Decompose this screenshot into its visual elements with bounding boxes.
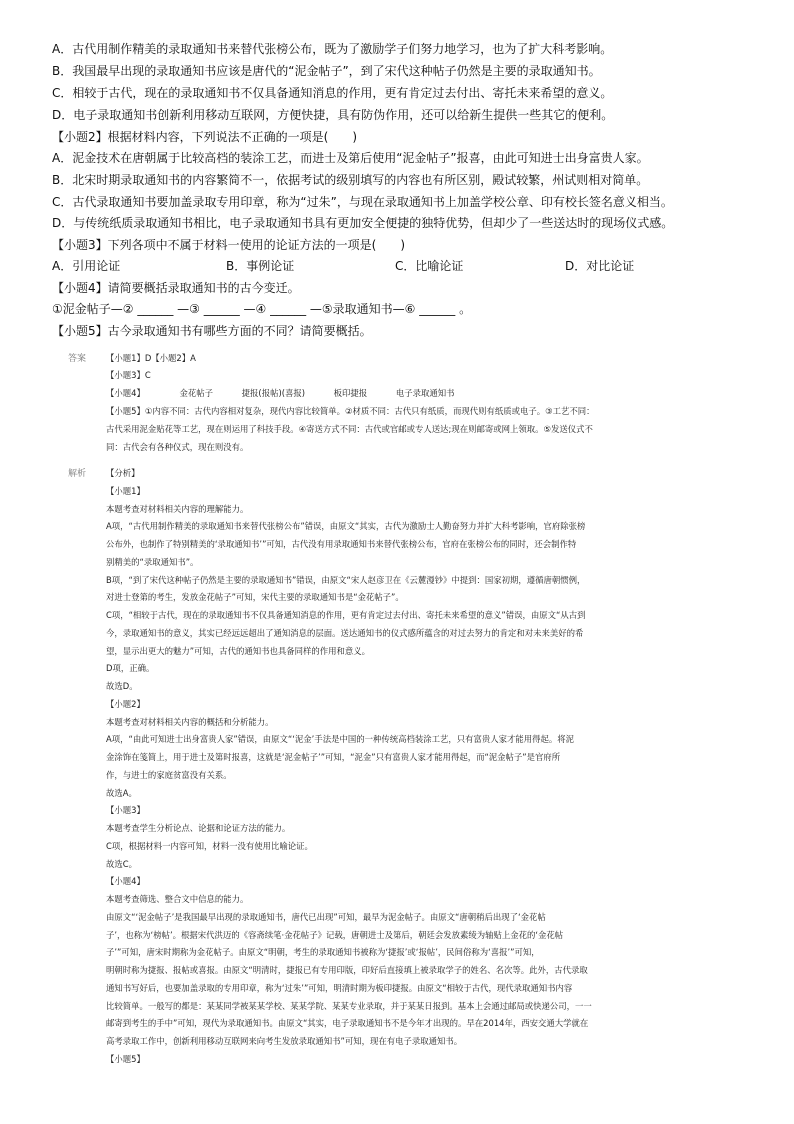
analysis-line: C项，根据材料一内容可知，材料一没有使用比喻论证。	[106, 840, 313, 851]
analysis-line: 故选A。	[106, 787, 137, 798]
q3-option-b: B．事例论证	[226, 259, 295, 273]
analysis-line: C项，“相较于古代，现在的录取通知书不仅具备通知消息的作用，更有肯定过去付出、寄托未来希望的意义”错误，由原文“从古到	[106, 610, 586, 620]
q3-option-c: C．比喻论证	[395, 259, 464, 273]
q4-stem: 【小题4】请简要概括录取通知书的古今变迁。	[52, 281, 300, 295]
analysis-line: 高考录取工作中，创新利用移动互联网来向考生发放录取通知书”可知，现在有电子录取通知书。	[106, 1036, 463, 1046]
analysis-line: 【小题4】	[106, 876, 145, 887]
analysis-line: 【小题2】	[106, 698, 145, 709]
analysis-line: 由原文“‘泥金帖子’是我国最早出现的录取通知书，唐代已出现”可知，最早为泥金帖子。由原文“唐朝稍后出现了‘金花帖	[106, 911, 546, 922]
q4-chain: ①泥金帖子—② ______ —③ ______ —④ ______ —⑤录取通知书—⑥ ______ 。	[52, 302, 472, 316]
analysis-line: 本题考查对材料相关内容的概括和分析能力。	[106, 716, 274, 727]
q3-stem: 【小题3】下列各项中不属于材料一使用的论证方法的一项是( )	[52, 238, 406, 252]
analysis-line: 望，显示出更大的魅力”可知，古代的通知书也具备同样的作用和意义。	[106, 645, 370, 656]
analysis-line: 金涂饰在笺简上，用于进士及第时报喜，这就是‘泥金帖子’”可知，“泥金”只有富贵人家才能用得起，而“泥金帖子”是官府所	[106, 752, 561, 762]
q1-option-b: B．我国最早出现的录取通知书应该是唐代的“泥金帖子”，到了宋代这种帖子仍然是主要的录取通知书。	[52, 64, 601, 78]
analysis-line: 本题考查学生分析论点、论据和论证方法的能力。	[106, 823, 291, 833]
q1-option-c: C．相较于古代，现在的录取通知书不仅具备通知消息的作用，更有肯定过去付出、寄托未来希望的意义。	[52, 86, 613, 100]
analysis-line: 比较简单。一般写的都是：某某同学被某某学校、某某学院、某某专业录取，并于某某日报到。基本上会通过邮局或快递公司，一一	[106, 1000, 592, 1011]
analysis-line: 【分析】	[106, 468, 140, 478]
analysis-line: 子’”可知，唐宋时期称为金花帖子。由原文“明朝，考生的录取通知书被称为‘捷报’或‘报帖’，民间俗称为‘喜报’”可知，	[106, 947, 540, 958]
q1-option-d: D．电子录取通知书创新利用移动互联网，方便快捷，具有防伪作用，还可以给新生提供一些其它的便利。	[52, 108, 614, 122]
analysis-line: 通知书写好后，也要加盖录取的专用印章，称为‘过朱’”可知，明清时期为板印捷报。由原文“相较于古代，现代录取通知书内容	[106, 982, 573, 993]
analysis-line: 对进士登第的考生，发放金花帖子”可知，宋代主要的录取通知书是“金花帖子”。	[106, 592, 404, 603]
q2-stem: 【小题2】根据材料内容，下列说法不正确的一项是( )	[52, 130, 358, 144]
q3-option-d: D．对比论证	[565, 259, 635, 273]
analysis-line: 今，录取通知书的意义，其实已经远远超出了通知消息的层面。送达通知书的仪式感所蕴含的对过去努力的肯定和对未来美好的希	[106, 627, 584, 638]
answer-line-2: 【小题3】C	[106, 370, 151, 380]
analysis-line: 邮寄到考生的手中”可知，现代为录取通知书。由原文“其实，电子录取通知书不是今年才出现的。早在2014年，西安交通大学就在	[106, 1018, 589, 1029]
q5-stem: 【小题5】古今录取通知书有哪些方面的不同？请简要概括。	[52, 324, 372, 338]
answer-label: 答案	[68, 354, 87, 364]
analysis-line: 作，与进士的家庭贫富没有关系。	[106, 769, 232, 780]
answer-q5-line-2: 古代采用泥金贴花等工艺，现在则运用了科技手段。④寄送方式不同：古代或官邮或专人送达;现在则邮寄或网上领取。⑤发送仪式不	[106, 424, 593, 434]
q3-option-a: A．引用论证	[52, 259, 121, 273]
analysis-line: 故选C。	[106, 858, 137, 869]
answer-line-1: 【小题1】D【小题2】A	[106, 353, 196, 363]
answer-q4-item-2: 捷报(报帖)(喜报)	[241, 388, 305, 398]
analysis-line: 本题考查筛选、整合文中信息的能力。	[106, 894, 249, 904]
answer-q4-item-3: 板印捷报	[333, 388, 368, 398]
analysis-line: 【小题5】	[106, 1053, 145, 1064]
analysis-label: 解析	[68, 469, 87, 479]
analysis-line: 明朝时称为捷报、报帖或喜报。由原文“明清时，捷报已有专用印版，印好后直接填上被录取学子的姓名、名次等。此外，古代录取	[106, 965, 588, 975]
answer-q5-line-1: 【小题5】①内容不同：古代内容相对复杂，现代内容比较简单。②材质不同：古代只有纸质，而现代则有纸质或电子。③工艺不同：	[106, 406, 595, 416]
q2-option-d: D．与传统纸质录取通知书相比，电子录取通知书具有更加安全便捷的独特优势，但却少了一些送达时的现场仪式感。	[52, 216, 674, 230]
q1-option-a: A．古代用制作精美的录取通知书来替代张榜公布，既为了激励学子们努力地学习，也为了扩大科考影响。	[52, 42, 613, 56]
analysis-line: 【小题1】	[106, 485, 145, 496]
analysis-line: D项，正确。	[106, 663, 155, 674]
answer-q4-row	[106, 385, 756, 401]
analysis-line: 别精美的“录取通知书”。	[106, 556, 199, 567]
analysis-line: B项，“到了宋代这种帖子仍然是主要的录取通知书”错误，由原文“宋人赵彦卫在《云麓漫钞》中提到：国家初期，遵循唐朝惯例，	[106, 574, 586, 585]
analysis-line: A项，“由此可知进士出身富贵人家”错误，由原文“‘泥金’手法是中国的一种传统高档装涂工艺，只有富贵人家才能用得起。将泥	[106, 734, 574, 745]
analysis-line: 公布外，也制作了特别精美的‘录取通知书’”可知，古代没有用录取通知书来替代张榜公布，官府在张榜公布的同时，还会制作特	[106, 539, 577, 549]
analysis-line: A项，“古代用制作精美的录取通知书来替代张榜公布”错误，由原文“其实，古代为激励士人勤奋努力并扩大科考影响，官府除张榜	[106, 521, 586, 532]
q2-option-c: C．古代录取通知书要加盖录取专用印章，称为“过朱”，与现在录取通知书上加盖学校公章、印有校长签名意义相当。	[52, 195, 673, 209]
answer-q4-item-4: 电子录取通知书	[395, 388, 455, 398]
analysis-line: 故选D。	[106, 681, 138, 691]
answer-q5-line-3: 同：古代会有各种仪式，现在则没有。	[106, 442, 249, 452]
answer-q4-item-1: 金花帖子	[179, 388, 213, 398]
analysis-line: 子’，也称为‘榜帖’。根据宋代洪迈的《容斋续笔·金花帖子》记载，唐朝进士及第后，朝廷会发放素绫为轴贴上金花的‘金花帖	[106, 929, 564, 940]
analysis-line: 本题考查对材料相关内容的理解能力。	[106, 503, 249, 514]
answer-q4-label: 【小题4】	[106, 388, 145, 398]
q2-option-a: A．泥金技术在唐朝属于比较高档的装涂工艺，而进士及第后使用“泥金帖子”报喜，由此可知进士出身富贵人家。	[52, 151, 649, 165]
q2-option-b: B．北宋时期录取通知书的内容繁简不一，依据考试的级别填写的内容也有所区别，殿试较繁，州试则相对简单。	[52, 173, 649, 187]
analysis-line: 【小题3】	[106, 805, 145, 816]
